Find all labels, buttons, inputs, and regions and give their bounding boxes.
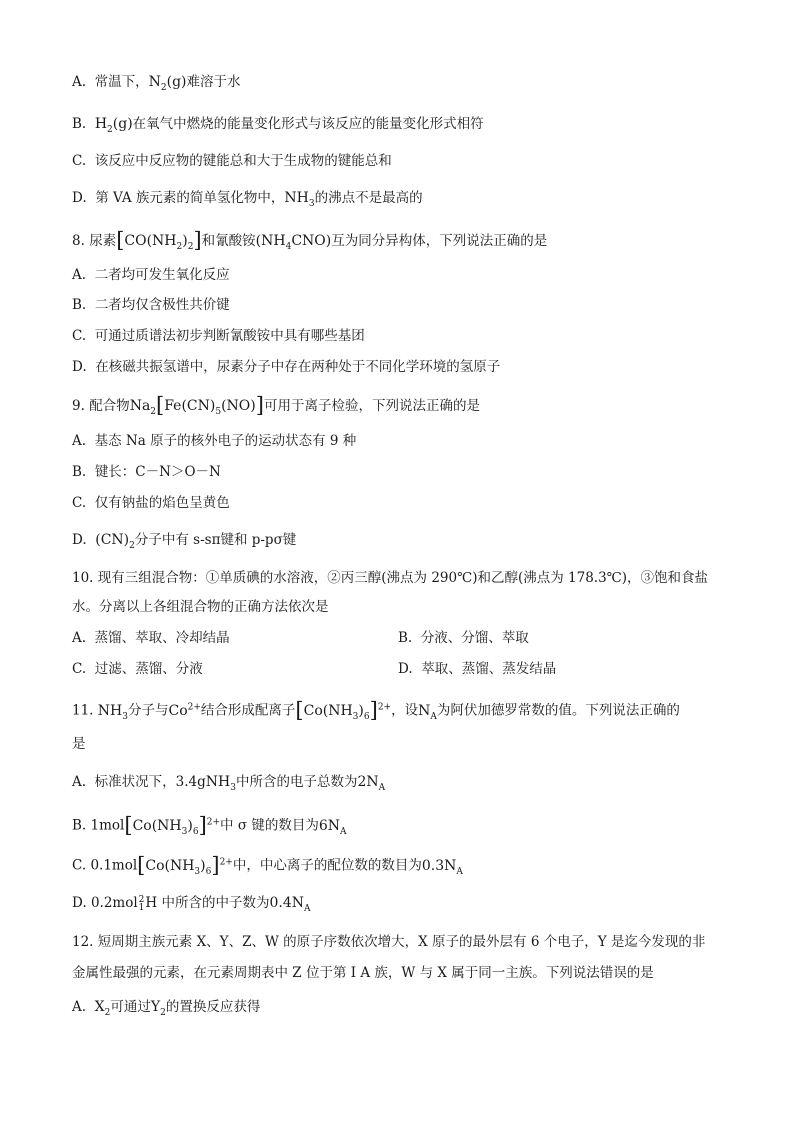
formula-nh3: $NH_3$ [97,702,128,722]
option-text: 二者均可发生氧化反应 [94,267,230,283]
option-text: 在氧气中燃烧的能量变化形式与该反应的能量变化形式相符 [132,116,484,132]
q8-stem [72,228,754,257]
value-0-4na: $0.4N_A$ [269,895,311,914]
option-letter: D. [72,895,87,911]
formula-co-nh3-6: $[Co(NH_3)_6]^{2+}$ [295,697,392,722]
q11-option-b [72,812,754,841]
option-text: 分子中有 s-sπ键和 p-pσ键 [134,532,297,548]
q8-option-d [72,357,754,377]
option-letter: C. [72,495,87,511]
option-text: 0.2mol [90,895,138,911]
option-text: 基态 Na 原子的核外电子的运动状态有 9 种 [94,433,357,449]
q11-option-d [72,893,754,919]
question-text: 互为同分异构体，下列说法正确的是 [331,233,548,249]
option-text: 蒸馏、萃取、冷却结晶 [94,630,230,646]
q9-option-d [72,530,754,556]
option-letter: A. [72,433,87,449]
q12-stem-line2 [72,963,754,983]
option-text: 键长：C－N＞O－N [94,464,221,480]
question-text: 结合形成配离子 [200,702,296,719]
option-letter: B. [72,116,87,132]
option-text: 难溶于水 [186,74,241,90]
value-6na: $6N_A$ [318,817,347,837]
q7-option-a [72,72,754,98]
option-letter: B. [398,630,413,646]
q8-option-b [72,295,754,315]
option-text: 中 σ 键的数目为 [220,817,319,834]
option-letter: D. [398,661,413,677]
q11-option-c [72,852,754,881]
option-letter: A. [72,999,87,1015]
q8-option-c [72,326,754,346]
option-text: 可通过质谱法初步判断氰酸铵中具有哪些基团 [94,328,365,344]
option-text: 可通过 [110,999,151,1015]
question-number: 11. [72,702,94,719]
question-text: 尿素 [89,233,117,249]
option-text: H 中所含的中子数为 [145,895,270,911]
q7-option-c [72,151,754,171]
option-letter: D. [72,190,87,206]
formula-cn2: $(CN)_2$ [95,532,135,551]
formula-co-nh3-6: $[Co(NH_3)_6]^{2+}$ [137,852,233,877]
q12-option-a [72,997,754,1023]
formula-urea: $[CO(NH_2)_2]$ [116,228,202,252]
q11-stem-line1 [72,697,754,726]
formula-nh3: $NH_3$ [205,774,236,793]
q9-option-c [72,493,754,513]
option-text: 仅有钠盐的焰色呈黄色 [94,495,230,511]
q10-options-row1 [72,628,754,648]
formula-nh4cno: $(NH_4CNO)$ [255,233,332,252]
option-text: 常温下， [94,74,149,90]
question-text: 是 [72,736,86,752]
q10-options-row2 [72,659,754,679]
option-text: 萃取、蒸馏、蒸发结晶 [421,661,557,677]
option-letter: C. [72,153,87,169]
q9-option-b [72,462,754,482]
option-text: 分液、分馏、萃取 [420,630,529,646]
question-text: ，设 [391,702,419,719]
option-letter: C. [72,661,87,677]
option-text: 过滤、蒸馏、分液 [94,661,203,677]
q11-stem-line2 [72,734,754,754]
option-text: 二者均仅含极性共价键 [94,297,230,313]
question-text: 为阿伏加德罗常数的值。下列说法正确的 [436,702,680,719]
option-letter: C. [72,857,87,874]
isotope-label: 2 1 [138,894,145,913]
formula-h2g: $H_2(g)$ [94,116,133,135]
q10-option-b [398,628,724,648]
question-number: 12. [72,934,94,950]
option-text: 0.1mol [90,857,138,874]
q9-stem [72,393,754,422]
option-letter: B. [72,464,87,480]
value-0-3na: $0.3N_A$ [421,857,463,877]
q11-option-a [72,772,754,798]
formula-nh3: $NH_3$ [284,190,315,209]
formula-n2g: $N_2(g)$ [148,74,187,93]
option-text: 的置换反应获得 [165,999,261,1015]
formula-y2: $Y_2$ [150,999,166,1018]
option-letter: B. [72,817,87,834]
option-text: 的沸点不是最高的 [314,190,423,206]
question-number: 10. [72,570,94,586]
q7-option-d [72,188,754,214]
q10-option-d [398,659,724,679]
question-number: 9. [72,398,85,414]
value-2na: $2N_A$ [357,774,386,793]
option-letter: A. [72,774,87,790]
option-text: 标准状况下，3.4g [94,774,206,790]
question-text: 配合物 [89,398,130,414]
option-letter: A. [72,267,87,283]
q10-option-a [72,628,398,648]
q9-option-a [72,431,754,451]
option-letter: B. [72,297,87,313]
formula-nitroprusside: $Na_2[Fe(CN)_5(NO)]$ [129,393,264,417]
q10-option-c [72,659,398,679]
option-letter: A. [72,74,87,90]
question-text: 和氰酸铵 [201,233,256,249]
option-letter: C. [72,328,87,344]
formula-co-nh3-6: $[Co(NH_3)_6]^{2+}$ [124,812,221,837]
option-letter: A. [72,630,87,646]
option-text: 中，中心离子的配位数的数目为 [232,857,422,874]
option-text: 该反应中反应物的键能总和大于生成物的键能总和 [94,153,392,169]
option-text: 1mol [90,817,125,834]
q10-stem-line1 [72,568,754,588]
question-text: 现有三组混合物：①单质碘的水溶液，②丙三醇(沸点为 290℃)和乙醇(沸点为 178.3℃)，③饱和食盐 [97,570,709,586]
formula-x2: $X_2$ [94,999,111,1018]
option-text: 中所含的电子总数为 [235,774,358,790]
question-text: 可用于离子检验，下列说法正确的是 [263,398,480,414]
option-text: 第 VA 族元素的简单氢化物中， [95,190,285,206]
q7-option-b [72,114,754,140]
q12-stem-line1 [72,932,754,952]
question-number: 8. [72,233,85,249]
option-text: 在核磁共振氢谱中，尿素分子中存在两种处于不同化学环境的氢原子 [95,359,501,375]
formula-co2plus: $Co^{2+}$ [168,702,201,719]
question-text: 分子与 [127,702,169,719]
symbol-na: $N_A$ [418,702,437,722]
q10-stem-line2 [72,597,754,617]
question-text: 短周期主族元素 X、Y、Z、W 的原子序数依次增大，X 原子的最外层有 6 个电子，Y 是迄今发现的非 [97,934,706,950]
question-text: 水。分离以上各组混合物的正确方法依次是 [72,599,329,615]
q8-option-a [72,265,754,285]
option-letter: D. [72,359,87,375]
question-text: 金属性最强的元素，在元素周期表中 Z 位于第 I A 族，W 与 X 属于同一主族。下列说法错误的是 [72,965,654,981]
option-letter: D. [72,532,87,548]
